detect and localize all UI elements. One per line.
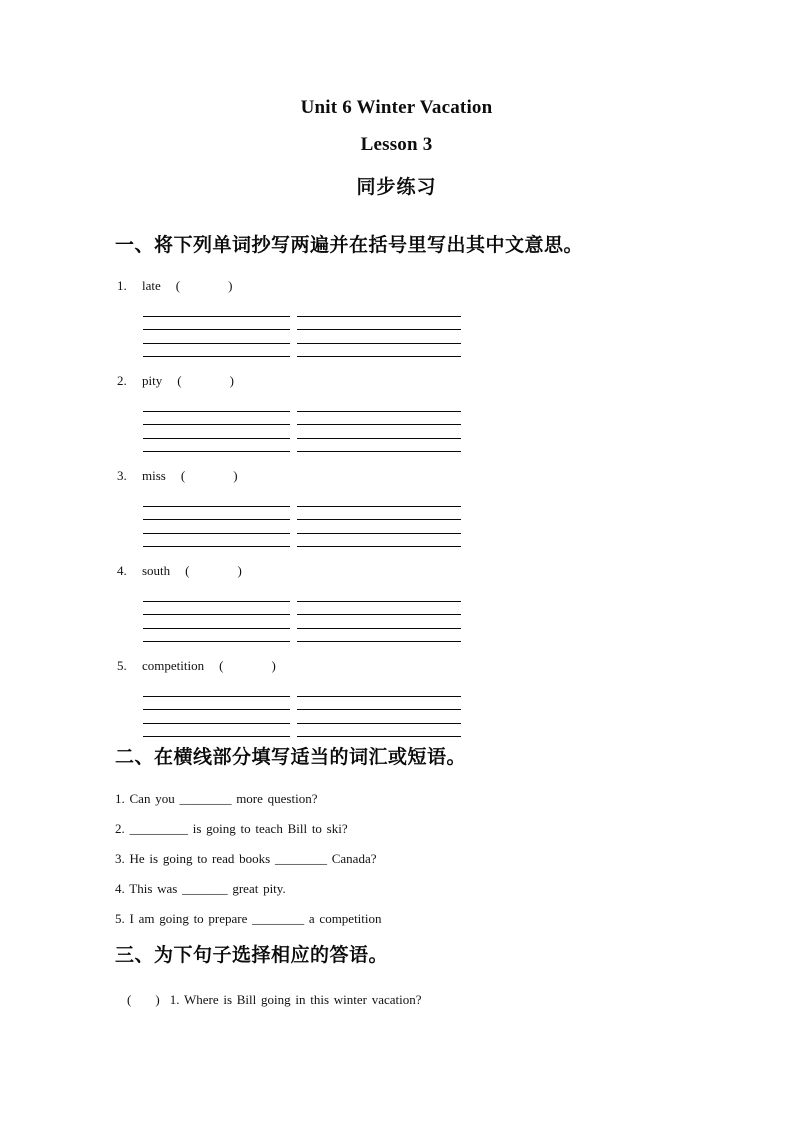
- writing-column-left: [143, 493, 290, 547]
- section-one-heading: 一、将下列单词抄写两遍并在括号里写出其中文意思。: [115, 234, 584, 256]
- writing-grid: [143, 303, 793, 357]
- item-word: south: [142, 563, 171, 578]
- writing-column-right: [297, 683, 461, 737]
- answer-question-text: 1. Where is Bill going in this winter vacation?: [169, 992, 422, 1007]
- word-item-late: [0, 278, 793, 357]
- answer-paren-close: ): [155, 992, 160, 1007]
- word-item-miss: [0, 468, 793, 547]
- item-paren-open: (: [177, 373, 182, 388]
- item-paren-open: (: [175, 278, 181, 293]
- writing-line: [297, 317, 461, 331]
- writing-line: [297, 615, 461, 629]
- writing-line: [297, 398, 461, 412]
- writing-line: [143, 507, 290, 521]
- writing-line: [297, 344, 461, 358]
- item-paren-open: (: [219, 658, 224, 673]
- item-paren-close: ): [228, 278, 233, 293]
- writing-line: [143, 683, 290, 697]
- writing-column-left: [143, 398, 290, 452]
- answer-choice-line: [127, 992, 793, 1007]
- writing-line: [297, 724, 461, 738]
- writing-column-right: [297, 588, 461, 642]
- word-item-competition: [0, 658, 793, 737]
- word-prompt: [117, 563, 793, 578]
- writing-line: [143, 615, 290, 629]
- writing-line: [297, 493, 461, 507]
- item-paren-open: (: [185, 563, 190, 578]
- answer-paren-open: (: [127, 992, 132, 1007]
- fill-blank-sentence-1: 1. Can you ________ more question?: [115, 791, 318, 806]
- writing-line: [143, 724, 290, 738]
- writing-line: [143, 697, 290, 711]
- writing-line: [143, 493, 290, 507]
- item-number: 1.: [117, 278, 127, 293]
- writing-column-right: [297, 398, 461, 452]
- writing-line: [143, 330, 290, 344]
- writing-line: [297, 697, 461, 711]
- writing-line: [297, 602, 461, 616]
- writing-line: [143, 534, 290, 548]
- writing-line: [143, 425, 290, 439]
- writing-line: [297, 439, 461, 453]
- item-word: miss: [142, 468, 166, 483]
- item-number: 5.: [117, 658, 127, 673]
- item-paren-close: ): [271, 658, 276, 673]
- word-item-pity: [0, 373, 793, 452]
- writing-grid: [143, 398, 793, 452]
- item-number: 3.: [117, 468, 127, 483]
- writing-grid: [143, 493, 793, 547]
- item-paren-open: (: [180, 468, 186, 483]
- item-paren-close: ): [237, 563, 242, 578]
- word-prompt: [117, 658, 793, 673]
- writing-column-left: [143, 303, 290, 357]
- section-three-heading: 三、为下句子选择相应的答语。: [115, 944, 389, 966]
- writing-line: [297, 330, 461, 344]
- writing-line: [297, 683, 461, 697]
- writing-line: [297, 425, 461, 439]
- word-prompt: [117, 468, 793, 483]
- writing-line: [297, 710, 461, 724]
- writing-line: [297, 534, 461, 548]
- item-number: 4.: [117, 563, 127, 578]
- writing-grid: [143, 683, 793, 737]
- fill-blank-sentence-4: 4. This was _______ great pity.: [115, 881, 286, 896]
- writing-line: [143, 602, 290, 616]
- writing-column-right: [297, 493, 461, 547]
- writing-line: [143, 344, 290, 358]
- writing-line: [143, 317, 290, 331]
- section-two-heading: 二、在横线部分填写适当的词汇或短语。: [115, 746, 467, 768]
- fill-blank-sentence-3: 3. He is going to read books ________ Canada?: [115, 851, 377, 866]
- writing-line: [297, 629, 461, 643]
- writing-line: [143, 588, 290, 602]
- word-prompt: [117, 278, 793, 293]
- item-word: pity: [142, 373, 163, 388]
- writing-line: [297, 412, 461, 426]
- writing-line: [143, 520, 290, 534]
- writing-column-right: [297, 303, 461, 357]
- writing-line: [297, 303, 461, 317]
- writing-line: [143, 629, 290, 643]
- item-paren-close: ): [233, 468, 238, 483]
- fill-blank-sentence-2: 2. _________ is going to teach Bill to ski?: [115, 821, 348, 836]
- writing-column-left: [143, 683, 290, 737]
- writing-line: [297, 507, 461, 521]
- lesson-title: Lesson 3: [360, 134, 433, 155]
- word-item-south: [0, 563, 793, 642]
- fill-blank-sentence-5: 5. I am going to prepare ________ a competition: [115, 911, 382, 926]
- writing-column-left: [143, 588, 290, 642]
- unit-title: Unit 6 Winter Vacation: [300, 97, 493, 118]
- writing-grid: [143, 588, 793, 642]
- writing-line: [143, 398, 290, 412]
- item-word: competition: [142, 658, 205, 673]
- item-paren-close: ): [229, 373, 234, 388]
- item-number: 2.: [117, 373, 127, 388]
- writing-line: [143, 412, 290, 426]
- item-word: late: [142, 278, 161, 293]
- writing-line: [143, 439, 290, 453]
- writing-line: [297, 588, 461, 602]
- writing-line: [143, 303, 290, 317]
- writing-line: [297, 520, 461, 534]
- worksheet-subtitle: 同步练习: [356, 176, 437, 198]
- word-prompt: [117, 373, 793, 388]
- writing-line: [143, 710, 290, 724]
